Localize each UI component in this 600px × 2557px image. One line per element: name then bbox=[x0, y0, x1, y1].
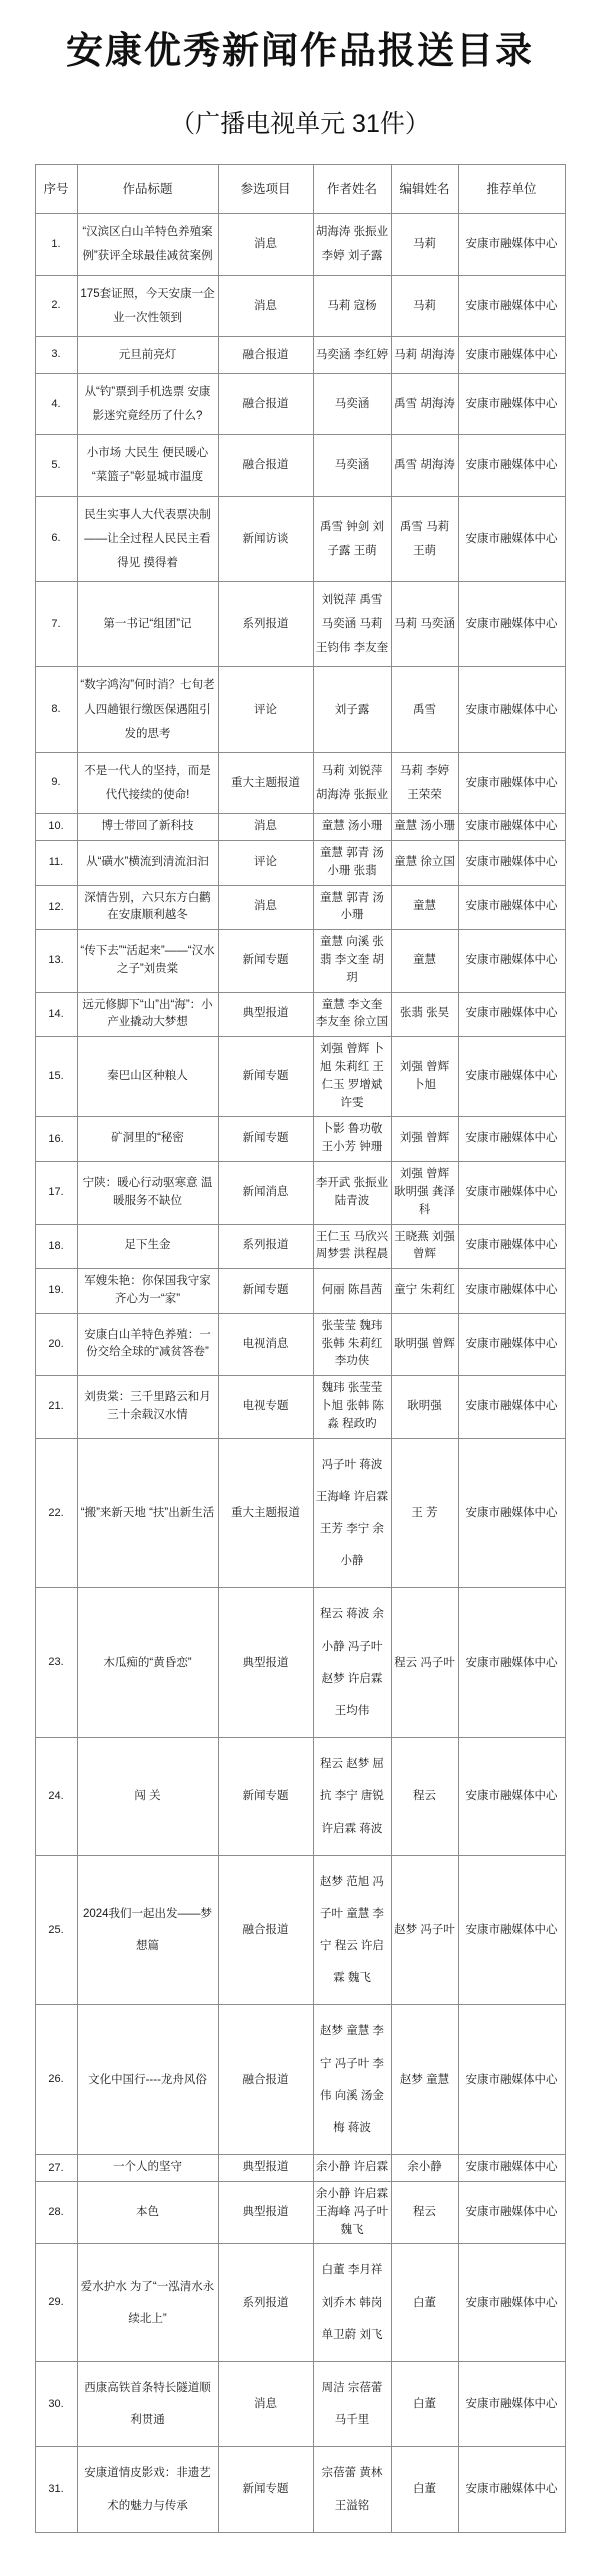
cell-editor-names: 耿明强 曾辉 bbox=[391, 1313, 458, 1375]
cell-entry-category: 重大主题报道 bbox=[218, 1438, 313, 1588]
cell-serial-number: 13. bbox=[35, 930, 77, 992]
table-row bbox=[35, 496, 565, 581]
cell-editor-names: 马莉 bbox=[391, 275, 458, 336]
cell-work-title: 足下生金 bbox=[77, 1224, 218, 1269]
cell-work-title: 远元修脚下“山”出“海”：小产业撬动大梦想 bbox=[77, 992, 218, 1037]
cell-editor-names: 耿明强 bbox=[391, 1376, 458, 1438]
cell-serial-number: 31. bbox=[35, 2447, 77, 2532]
cell-recommending-unit: 安康市融媒体中心 bbox=[458, 1738, 565, 1856]
cell-editor-names: 刘强 曾辉 bbox=[391, 1117, 458, 1162]
cell-author-names: 胡海涛 张振业 李婷 刘子露 bbox=[313, 214, 391, 275]
cell-editor-names: 余小静 bbox=[391, 2155, 458, 2182]
cell-work-title: 博士带回了新科技 bbox=[77, 814, 218, 841]
cell-recommending-unit: 安康市融媒体中心 bbox=[458, 2182, 565, 2244]
cell-serial-number: 25. bbox=[35, 1855, 77, 2005]
cell-editor-names: 童慧 徐立国 bbox=[391, 840, 458, 885]
cell-editor-names: 禹雪 胡海涛 bbox=[391, 435, 458, 496]
cell-serial-number: 1. bbox=[35, 214, 77, 275]
table-row bbox=[35, 214, 565, 275]
cell-entry-category: 融合报道 bbox=[218, 373, 313, 434]
cell-recommending-unit: 安康市融媒体中心 bbox=[458, 2005, 565, 2155]
table-row bbox=[35, 1269, 565, 1314]
cell-serial-number: 6. bbox=[35, 496, 77, 581]
cell-entry-category: 新闻专题 bbox=[218, 2447, 313, 2532]
cell-serial-number: 14. bbox=[35, 992, 77, 1037]
table-row bbox=[35, 1738, 565, 1856]
table-row bbox=[35, 992, 565, 1037]
cell-author-names: 禹雪 钟剑 刘子露 王萌 bbox=[313, 496, 391, 581]
cell-recommending-unit: 安康市融媒体中心 bbox=[458, 1117, 565, 1162]
cell-serial-number: 21. bbox=[35, 1376, 77, 1438]
cell-author-names: 白董 李月祥 刘乔木 韩岗 单卫蔚 刘飞 bbox=[313, 2244, 391, 2362]
cell-recommending-unit: 安康市融媒体中心 bbox=[458, 1313, 565, 1375]
table-row bbox=[35, 1224, 565, 1269]
cell-author-names: 马莉 寇杨 bbox=[313, 275, 391, 336]
cell-author-names: 童慧 郭青 汤小珊 bbox=[313, 885, 391, 930]
table-row bbox=[35, 2447, 565, 2532]
cell-work-title: “搬”来新天地 “扶”出新生活 bbox=[77, 1438, 218, 1588]
cell-recommending-unit: 安康市融媒体中心 bbox=[458, 1376, 565, 1438]
cell-editor-names: 王晓燕 刘强 曾辉 bbox=[391, 1224, 458, 1269]
cell-serial-number: 18. bbox=[35, 1224, 77, 1269]
cell-work-title: 本色 bbox=[77, 2182, 218, 2244]
cell-recommending-unit: 安康市融媒体中心 bbox=[458, 2155, 565, 2182]
cell-serial-number: 9. bbox=[35, 752, 77, 813]
cell-editor-names: 张翡 张昊 bbox=[391, 992, 458, 1037]
doc-subtitle: （广播电视单元 31件） bbox=[170, 110, 430, 138]
cell-serial-number: 12. bbox=[35, 885, 77, 930]
cell-entry-category: 评论 bbox=[218, 840, 313, 885]
cell-serial-number: 5. bbox=[35, 435, 77, 496]
cell-editor-names: 程云 bbox=[391, 2182, 458, 2244]
cell-author-names: 刘子露 bbox=[313, 667, 391, 752]
cell-author-names: 周洁 宗蓓蕾 马千里 bbox=[313, 2362, 391, 2447]
cell-author-names: 张莹莹 魏玮 张韩 朱莉红 李功侠 bbox=[313, 1313, 391, 1375]
cell-editor-names: 禹雪 马莉 王萌 bbox=[391, 496, 458, 581]
cell-editor-names: 禹雪 胡海涛 bbox=[391, 373, 458, 434]
table-row bbox=[35, 930, 565, 992]
cell-author-names: 余小静 许启霖 bbox=[313, 2155, 391, 2182]
cell-recommending-unit: 安康市融媒体中心 bbox=[458, 1037, 565, 1117]
cell-work-title: 木瓜痴的“黄昏恋” bbox=[77, 1588, 218, 1738]
cell-work-title: 宁陕：暖心行动驱寒意 温暖服务不缺位 bbox=[77, 1162, 218, 1224]
cell-work-title: 一个人的坚守 bbox=[77, 2155, 218, 2182]
cell-serial-number: 16. bbox=[35, 1117, 77, 1162]
cell-serial-number: 20. bbox=[35, 1313, 77, 1375]
cell-entry-category: 消息 bbox=[218, 814, 313, 841]
cell-editor-names: 马莉 马奕涵 bbox=[391, 581, 458, 666]
cell-work-title: “传下去”“活起来”——“汉水之子”刘贵棠 bbox=[77, 930, 218, 992]
cell-editor-names: 白董 bbox=[391, 2447, 458, 2532]
cell-work-title: 文化中国行----龙舟风俗 bbox=[77, 2005, 218, 2155]
cell-serial-number: 23. bbox=[35, 1588, 77, 1738]
table-row bbox=[35, 336, 565, 373]
cell-work-title: 矿洞里的“秘密 bbox=[77, 1117, 218, 1162]
cell-editor-names: 马莉 bbox=[391, 214, 458, 275]
cell-author-names: 程云 蒋波 余小静 冯子叶 赵梦 许启霖 王均伟 bbox=[313, 1588, 391, 1738]
cell-author-names: 余小静 许启霖 王海峰 冯子叶 魏飞 bbox=[313, 2182, 391, 2244]
cell-recommending-unit: 安康市融媒体中心 bbox=[458, 814, 565, 841]
cell-editor-names: 马莉 李婷 王荣荣 bbox=[391, 752, 458, 813]
table-row bbox=[35, 1855, 565, 2005]
cell-author-names: 童慧 李文奎 李友奎 徐立国 bbox=[313, 992, 391, 1037]
cell-author-names: 刘强 曾辉 卜旭 朱莉红 王仁玉 罗增斌 许雯 bbox=[313, 1037, 391, 1117]
cell-recommending-unit: 安康市融媒体中心 bbox=[458, 1269, 565, 1314]
cell-work-title: “汉滨区白山羊特色养殖案例”获评全球最佳减贫案例 bbox=[77, 214, 218, 275]
cell-entry-category: 融合报道 bbox=[218, 336, 313, 373]
table-row bbox=[35, 2362, 565, 2447]
cell-entry-category: 新闻专题 bbox=[218, 930, 313, 992]
table-row bbox=[35, 885, 565, 930]
cell-recommending-unit: 安康市融媒体中心 bbox=[458, 2362, 565, 2447]
cell-entry-category: 新闻访谈 bbox=[218, 496, 313, 581]
cell-entry-category: 新闻专题 bbox=[218, 1117, 313, 1162]
cell-editor-names: 程云 冯子叶 bbox=[391, 1588, 458, 1738]
table-row bbox=[35, 752, 565, 813]
cell-serial-number: 8. bbox=[35, 667, 77, 752]
table-row bbox=[35, 2155, 565, 2182]
header-recommending-unit: 推荐单位 bbox=[458, 165, 565, 214]
cell-serial-number: 10. bbox=[35, 814, 77, 841]
cell-serial-number: 24. bbox=[35, 1738, 77, 1856]
table-row bbox=[35, 1313, 565, 1375]
cell-work-title: 秦巴山区种粮人 bbox=[77, 1037, 218, 1117]
cell-author-names: 李开武 张振业 陆青波 bbox=[313, 1162, 391, 1224]
table-row bbox=[35, 814, 565, 841]
cell-editor-names: 刘强 曾辉 耿明强 龚泽科 bbox=[391, 1162, 458, 1224]
cell-author-names: 卜影 鲁功敬 王小芳 钟珊 bbox=[313, 1117, 391, 1162]
cell-author-names: 赵梦 童慧 李宁 冯子叶 李伟 向溪 汤金梅 蒋波 bbox=[313, 2005, 391, 2155]
cell-serial-number: 27. bbox=[35, 2155, 77, 2182]
cell-entry-category: 电视消息 bbox=[218, 1313, 313, 1375]
cell-serial-number: 28. bbox=[35, 2182, 77, 2244]
cell-editor-names: 童慧 bbox=[391, 885, 458, 930]
cell-entry-category: 新闻专题 bbox=[218, 1738, 313, 1856]
cell-editor-names: 赵梦 童慧 bbox=[391, 2005, 458, 2155]
header-entry-category: 参选项目 bbox=[218, 165, 313, 214]
cell-author-names: 王仁玉 马欣兴 周梦雲 洪程晨 bbox=[313, 1224, 391, 1269]
table-row bbox=[35, 1162, 565, 1224]
cell-work-title: 小市场 大民生 便民暖心“菜篮子”彰显城市温度 bbox=[77, 435, 218, 496]
cell-author-names: 冯子叶 蒋波 王海峰 许启霖 王芳 李宁 余小静 bbox=[313, 1438, 391, 1588]
cell-author-names: 马奕涵 bbox=[313, 435, 391, 496]
cell-entry-category: 新闻消息 bbox=[218, 1162, 313, 1224]
header-author-names: 作者姓名 bbox=[313, 165, 391, 214]
cell-author-names: 刘锐萍 禹雪 马奕涵 马莉 王钧伟 李友奎 bbox=[313, 581, 391, 666]
cell-serial-number: 22. bbox=[35, 1438, 77, 1588]
cell-recommending-unit: 安康市融媒体中心 bbox=[458, 496, 565, 581]
cell-editor-names: 马莉 胡海涛 bbox=[391, 336, 458, 373]
cell-recommending-unit: 安康市融媒体中心 bbox=[458, 275, 565, 336]
cell-serial-number: 19. bbox=[35, 1269, 77, 1314]
cell-entry-category: 电视专题 bbox=[218, 1376, 313, 1438]
cell-work-title: 西康高铁首条特长隧道顺利贯通 bbox=[77, 2362, 218, 2447]
cell-recommending-unit: 安康市融媒体中心 bbox=[458, 992, 565, 1037]
cell-entry-category: 新闻专题 bbox=[218, 1269, 313, 1314]
table-row bbox=[35, 1376, 565, 1438]
table-row bbox=[35, 2005, 565, 2155]
cell-recommending-unit: 安康市融媒体中心 bbox=[458, 1162, 565, 1224]
catalog-table bbox=[35, 164, 566, 2533]
cell-editor-names: 禹雪 bbox=[391, 667, 458, 752]
doc-title: 安康优秀新闻作品报送目录 bbox=[66, 30, 534, 71]
cell-editor-names: 程云 bbox=[391, 1738, 458, 1856]
cell-author-names: 赵梦 范旭 冯子叶 童慧 李宁 程云 许启霖 魏飞 bbox=[313, 1855, 391, 2005]
cell-work-title: 2024我们一起出发——梦想篇 bbox=[77, 1855, 218, 2005]
cell-entry-category: 系列报道 bbox=[218, 2244, 313, 2362]
cell-recommending-unit: 安康市融媒体中心 bbox=[458, 1438, 565, 1588]
table-row bbox=[35, 667, 565, 752]
cell-entry-category: 融合报道 bbox=[218, 435, 313, 496]
cell-editor-names: 童慧 汤小珊 bbox=[391, 814, 458, 841]
cell-entry-category: 典型报道 bbox=[218, 2155, 313, 2182]
cell-entry-category: 消息 bbox=[218, 885, 313, 930]
cell-serial-number: 2. bbox=[35, 275, 77, 336]
cell-work-title: 民生实事人大代表票决制——让全过程人民民主看得见 摸得着 bbox=[77, 496, 218, 581]
cell-serial-number: 11. bbox=[35, 840, 77, 885]
cell-recommending-unit: 安康市融媒体中心 bbox=[458, 1224, 565, 1269]
cell-work-title: 元旦前亮灯 bbox=[77, 336, 218, 373]
table-row bbox=[35, 1438, 565, 1588]
table-row bbox=[35, 373, 565, 434]
table-body bbox=[35, 214, 565, 2533]
cell-entry-category: 重大主题报道 bbox=[218, 752, 313, 813]
header-editor-names: 编辑姓名 bbox=[391, 165, 458, 214]
cell-author-names: 马奕涵 李红婷 bbox=[313, 336, 391, 373]
cell-work-title: 爱水护水 为了“一泓清水永续北上” bbox=[77, 2244, 218, 2362]
cell-entry-category: 典型报道 bbox=[218, 992, 313, 1037]
cell-entry-category: 典型报道 bbox=[218, 2182, 313, 2244]
cell-author-names: 马莉 刘锐萍 胡海涛 张振业 bbox=[313, 752, 391, 813]
cell-recommending-unit: 安康市融媒体中心 bbox=[458, 840, 565, 885]
table-row bbox=[35, 2182, 565, 2244]
cell-entry-category: 消息 bbox=[218, 2362, 313, 2447]
cell-editor-names: 童宁 朱莉红 bbox=[391, 1269, 458, 1314]
cell-recommending-unit: 安康市融媒体中心 bbox=[458, 2447, 565, 2532]
cell-recommending-unit: 安康市融媒体中心 bbox=[458, 2244, 565, 2362]
cell-serial-number: 17. bbox=[35, 1162, 77, 1224]
cell-work-title: “数字鸿沟”何时消？七旬老人四趟银行缴医保遇阻引发的思考 bbox=[77, 667, 218, 752]
cell-serial-number: 15. bbox=[35, 1037, 77, 1117]
cell-editor-names: 刘强 曾辉 卜旭 bbox=[391, 1037, 458, 1117]
cell-editor-names: 赵梦 冯子叶 bbox=[391, 1855, 458, 2005]
cell-serial-number: 26. bbox=[35, 2005, 77, 2155]
table-row bbox=[35, 275, 565, 336]
header-row bbox=[35, 165, 565, 214]
table-header bbox=[35, 165, 565, 214]
cell-recommending-unit: 安康市融媒体中心 bbox=[458, 336, 565, 373]
cell-work-title: 军嫂朱艳：你保国我守家 齐心为一“家” bbox=[77, 1269, 218, 1314]
cell-entry-category: 融合报道 bbox=[218, 1855, 313, 2005]
cell-work-title: 从“钓”票到手机选票 安康影迷究竟经历了什么? bbox=[77, 373, 218, 434]
cell-work-title: 不是一代人的坚持，而是代代接续的使命! bbox=[77, 752, 218, 813]
cell-serial-number: 30. bbox=[35, 2362, 77, 2447]
table-row bbox=[35, 1037, 565, 1117]
cell-work-title: 闯 关 bbox=[77, 1738, 218, 1856]
table-row bbox=[35, 840, 565, 885]
table-row bbox=[35, 1117, 565, 1162]
table-row bbox=[35, 1588, 565, 1738]
cell-recommending-unit: 安康市融媒体中心 bbox=[458, 435, 565, 496]
cell-recommending-unit: 安康市融媒体中心 bbox=[458, 885, 565, 930]
cell-editor-names: 童慧 bbox=[391, 930, 458, 992]
cell-recommending-unit: 安康市融媒体中心 bbox=[458, 1588, 565, 1738]
cell-author-names: 宗蓓蕾 黄林 王溢铭 bbox=[313, 2447, 391, 2532]
cell-serial-number: 4. bbox=[35, 373, 77, 434]
cell-serial-number: 29. bbox=[35, 2244, 77, 2362]
cell-recommending-unit: 安康市融媒体中心 bbox=[458, 667, 565, 752]
cell-work-title: 安康白山羊特色养殖：一份交给全球的“减贫答卷” bbox=[77, 1313, 218, 1375]
cell-author-names: 何丽 陈昌茜 bbox=[313, 1269, 391, 1314]
cell-work-title: 第一书记“组团”记 bbox=[77, 581, 218, 666]
table-row bbox=[35, 2244, 565, 2362]
cell-entry-category: 消息 bbox=[218, 275, 313, 336]
cell-entry-category: 新闻专题 bbox=[218, 1037, 313, 1117]
cell-recommending-unit: 安康市融媒体中心 bbox=[458, 930, 565, 992]
cell-entry-category: 融合报道 bbox=[218, 2005, 313, 2155]
cell-recommending-unit: 安康市融媒体中心 bbox=[458, 581, 565, 666]
cell-author-names: 马奕涵 bbox=[313, 373, 391, 434]
cell-editor-names: 王 芳 bbox=[391, 1438, 458, 1588]
cell-editor-names: 白董 bbox=[391, 2244, 458, 2362]
cell-author-names: 童慧 向溪 张翡 李文奎 胡玥 bbox=[313, 930, 391, 992]
cell-author-names: 魏玮 张莹莹 卜旭 张韩 陈淼 程政旳 bbox=[313, 1376, 391, 1438]
cell-recommending-unit: 安康市融媒体中心 bbox=[458, 214, 565, 275]
cell-author-names: 童慧 郭青 汤小珊 张翡 bbox=[313, 840, 391, 885]
cell-recommending-unit: 安康市融媒体中心 bbox=[458, 752, 565, 813]
table-row bbox=[35, 581, 565, 666]
cell-work-title: 安康道情皮影戏：非遗艺术的魅力与传承 bbox=[77, 2447, 218, 2532]
cell-work-title: 刘贵棠：三千里路云和月 三十余载汉水情 bbox=[77, 1376, 218, 1438]
table-row bbox=[35, 435, 565, 496]
cell-recommending-unit: 安康市融媒体中心 bbox=[458, 373, 565, 434]
cell-entry-category: 消息 bbox=[218, 214, 313, 275]
cell-author-names: 程云 赵梦 屈抗 李宁 唐锐 许启霖 蒋波 bbox=[313, 1738, 391, 1856]
cell-serial-number: 7. bbox=[35, 581, 77, 666]
cell-entry-category: 评论 bbox=[218, 667, 313, 752]
cell-entry-category: 系列报道 bbox=[218, 1224, 313, 1269]
cell-entry-category: 系列报道 bbox=[218, 581, 313, 666]
cell-work-title: 175套证照，今天安康一企业一次性领到 bbox=[77, 275, 218, 336]
header-work-title: 作品标题 bbox=[77, 165, 218, 214]
cell-work-title: 从“磺水”横流到清流汩汩 bbox=[77, 840, 218, 885]
cell-recommending-unit: 安康市融媒体中心 bbox=[458, 1855, 565, 2005]
cell-editor-names: 白董 bbox=[391, 2362, 458, 2447]
cell-entry-category: 典型报道 bbox=[218, 1588, 313, 1738]
cell-serial-number: 3. bbox=[35, 336, 77, 373]
header-serial-number: 序号 bbox=[35, 165, 77, 214]
cell-author-names: 童慧 汤小珊 bbox=[313, 814, 391, 841]
cell-work-title: 深情告别，六只东方白鹳在安康顺利越冬 bbox=[77, 885, 218, 930]
